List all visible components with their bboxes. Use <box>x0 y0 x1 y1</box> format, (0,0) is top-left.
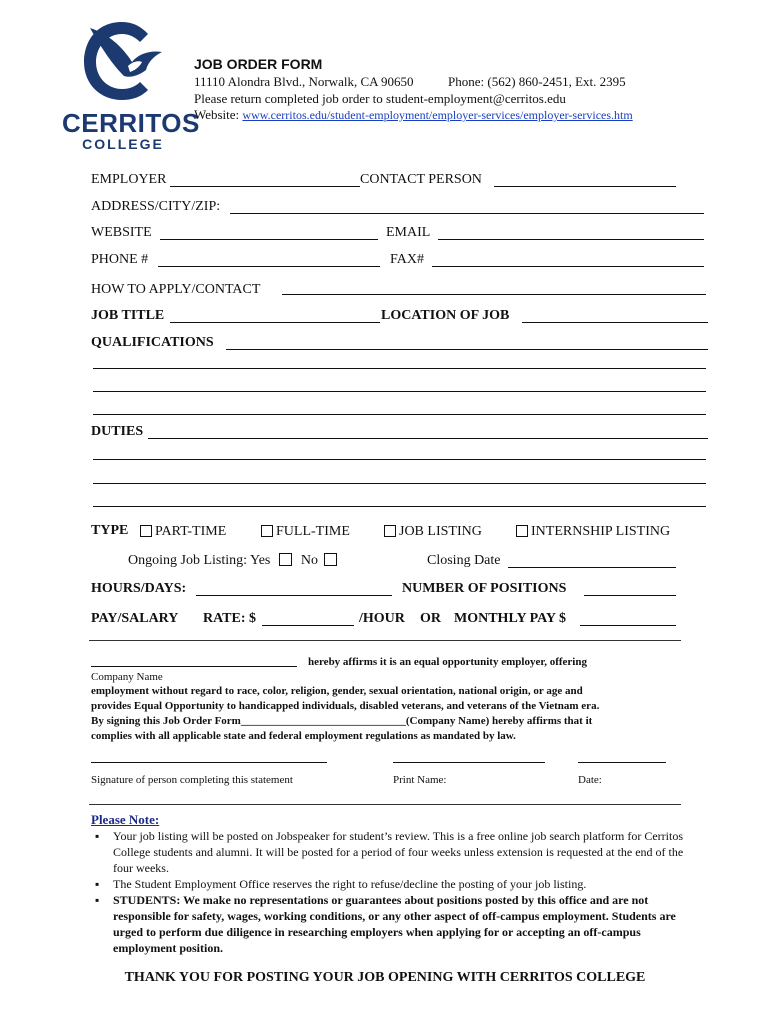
full-time-checkbox[interactable] <box>261 525 273 537</box>
how-to-apply-field[interactable] <box>282 280 706 295</box>
job-listing-option[interactable] <box>384 524 482 540</box>
duties-line-2[interactable] <box>93 445 706 460</box>
website-link[interactable]: www.cerritos.edu/student-employment/employer-services/employer-services.htm <box>242 108 633 122</box>
thank-you-footer: THANK YOU FOR POSTING YOUR JOB OPENING WITH CERRITOS COLLEGE <box>124 970 646 985</box>
website-line <box>194 107 633 123</box>
phone-label: PHONE # <box>91 252 149 267</box>
website-field-label: WEBSITE <box>91 225 152 240</box>
note-item-2: ▪ The Student Employment Office reserves the right to refuse/decline the posting of your job listing. <box>91 876 687 892</box>
address-field[interactable] <box>230 199 704 214</box>
email-label: EMAIL <box>386 225 431 240</box>
part-time-label: PART-TIME <box>155 524 227 539</box>
duties-line-3[interactable] <box>93 469 706 484</box>
positions-field[interactable] <box>584 581 676 596</box>
form-title: JOB ORDER FORM <box>194 56 323 72</box>
note-item-3: ▪ STUDENTS: We make no representations or guarantees about positions posted by this office and are not responsible for safety, wages, working conditions, or any other aspect of off-campus employment. Students are urged to perform due diligence in researching employers when applying for or accepting an off-campus employment position. <box>91 892 687 956</box>
monthly-pay-label: MONTHLY PAY $ <box>454 611 567 626</box>
affirm-line-1: employment without regard to race, color, religion, gender, sexual orientation, national origin, or age and <box>91 685 583 697</box>
company-name-field[interactable] <box>91 654 297 667</box>
college-address: 11110 Alondra Blvd., Norwalk, CA 90650 <box>194 74 414 89</box>
qualifications-field[interactable] <box>226 335 708 350</box>
ongoing-listing <box>128 553 340 569</box>
ongoing-no-checkbox[interactable] <box>324 553 337 566</box>
job-listing-checkbox[interactable] <box>384 525 396 537</box>
affirm-line-2: provides Equal Opportunity to handicapped individuals, disabled veterans, and veterans of the Vietnam era. <box>91 700 600 712</box>
ongoing-no-label: No <box>300 553 318 568</box>
hours-days-field[interactable] <box>196 581 392 596</box>
full-time-option[interactable] <box>261 524 350 540</box>
ongoing-label: Ongoing Job Listing: Yes <box>128 553 271 568</box>
fax-field[interactable] <box>432 252 704 267</box>
college-logo <box>62 16 200 152</box>
qualifications-line-2[interactable] <box>93 354 706 369</box>
full-time-label: FULL-TIME <box>276 524 350 539</box>
closing-date-field[interactable] <box>508 553 676 568</box>
type-label: TYPE <box>91 523 129 538</box>
signature-divider <box>89 804 681 805</box>
pay-rate-label: RATE: $ <box>203 611 257 626</box>
job-listing-label: JOB LISTING <box>399 524 482 539</box>
phone-field[interactable] <box>158 252 380 267</box>
internship-option[interactable] <box>516 524 670 540</box>
college-phone: Phone: (562) 860-2451, Ext. 2395 <box>448 74 626 89</box>
monthly-pay-field[interactable] <box>580 611 676 626</box>
email-field[interactable] <box>438 225 704 240</box>
website-label: Website: <box>194 107 243 122</box>
affirm-tail: hereby affirms it is an equal opportunity employer, offering <box>308 656 587 668</box>
part-time-checkbox[interactable] <box>140 525 152 537</box>
notes-list <box>91 828 687 956</box>
employer-field[interactable] <box>170 172 360 187</box>
college-logo-sub: COLLEGE <box>82 136 164 152</box>
contact-person-label: CONTACT PERSON <box>360 172 482 187</box>
job-title-field[interactable] <box>170 308 380 323</box>
qualifications-line-4[interactable] <box>93 400 706 415</box>
company-name-caption: Company Name <box>91 671 163 683</box>
return-instructions: Please return completed job order to student-employment@cerritos.edu <box>194 91 566 106</box>
pay-rate-field[interactable] <box>262 611 354 626</box>
per-hour-label: /HOUR <box>359 611 405 626</box>
note-item-1: ▪ Your job listing will be posted on Jobspeaker for student’s review. This is a free online job search platform for Cerritos College students and alumni. It will be posted for a period of four weeks unless extension is requested at the end of the four weeks. <box>91 828 687 876</box>
website-field[interactable] <box>160 225 378 240</box>
qualifications-line-3[interactable] <box>93 377 706 392</box>
address-label: ADDRESS/CITY/ZIP: <box>91 199 221 214</box>
duties-label: DUTIES <box>91 424 144 439</box>
section-divider <box>89 640 681 641</box>
positions-label: NUMBER OF POSITIONS <box>402 581 567 596</box>
closing-date-label: Closing Date <box>427 553 501 568</box>
print-name-label: Print Name: <box>393 774 447 786</box>
location-field[interactable] <box>522 308 708 323</box>
employer-label: EMPLOYER <box>91 172 167 187</box>
college-logo-name: CERRITOS <box>62 108 200 138</box>
duties-field[interactable] <box>148 424 708 439</box>
how-to-apply-label: HOW TO APPLY/CONTACT <box>91 282 261 297</box>
internship-label: INTERNSHIP LISTING <box>531 524 671 539</box>
signature-field[interactable] <box>91 760 327 763</box>
signature-label: Signature of person completing this statement <box>91 774 293 786</box>
print-name-field[interactable] <box>393 760 545 763</box>
notes-heading: Please Note: <box>91 812 160 827</box>
affirm-line-3: By signing this Job Order Form______________________________(Company Name) hereby affirms that it <box>91 715 593 727</box>
hours-days-label: HOURS/DAYS: <box>91 581 187 596</box>
ongoing-yes-checkbox[interactable] <box>279 553 292 566</box>
affirm-line-4: complies with all applicable state and federal employment regulations as mandated by law. <box>91 730 516 742</box>
duties-line-4[interactable] <box>93 492 706 507</box>
part-time-option[interactable] <box>140 524 226 540</box>
date-field[interactable] <box>578 760 666 763</box>
eagle-emblem-icon <box>62 16 184 108</box>
job-title-label: JOB TITLE <box>91 308 165 323</box>
date-label: Date: <box>578 774 602 786</box>
contact-person-field[interactable] <box>494 172 676 187</box>
fax-label: FAX# <box>390 252 424 267</box>
pay-salary-label: PAY/SALARY <box>91 611 179 626</box>
internship-checkbox[interactable] <box>516 525 528 537</box>
location-label: LOCATION OF JOB <box>381 308 510 323</box>
qualifications-label: QUALIFICATIONS <box>91 335 214 350</box>
or-label: OR <box>420 611 441 626</box>
